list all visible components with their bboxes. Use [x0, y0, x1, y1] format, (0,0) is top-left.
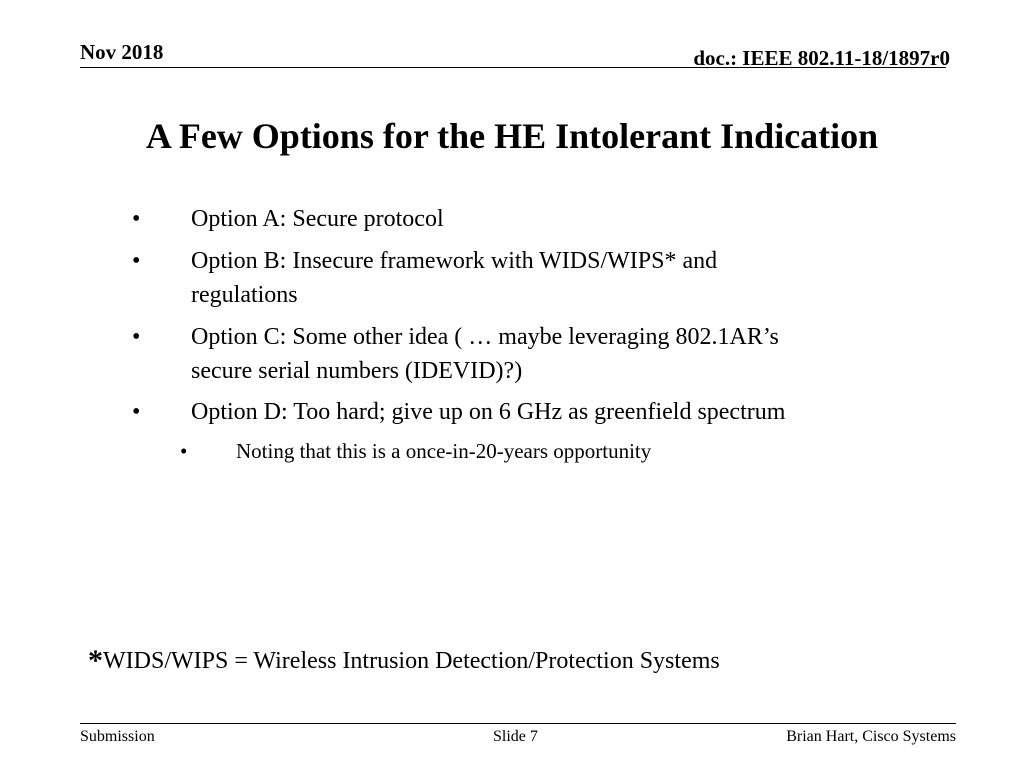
footnote-text: WIDS/WIPS = Wireless Intrusion Detection/Protection Systems [103, 648, 720, 674]
slide-title: A Few Options for the HE Intolerant Indication [145, 116, 879, 156]
bullet-dot: • [132, 399, 141, 425]
bullet-dot: • [132, 248, 141, 274]
footnote-asterisk: * [88, 644, 103, 677]
header-divider [80, 67, 946, 68]
sub-bullet-text: Noting that this is a once-in-20-years opportunity [236, 439, 652, 463]
footer-divider [80, 723, 956, 724]
bullet-text: Option D: Too hard; give up on 6 GHz as greenfield spectrum [191, 399, 786, 425]
bullet-text-line-1: Option C: Some other idea ( … maybe leveraging 802.1AR’s [191, 324, 779, 350]
bullet-text-line-1: Option B: Insecure framework with WIDS/WIPS* and [191, 248, 718, 274]
bullet-text-line-2: secure serial numbers (IDEVID)?) [191, 358, 523, 384]
header-date: Nov 2018 [80, 40, 164, 64]
footer-slide-number: Slide 7 [493, 728, 538, 745]
sub-bullet-dot: • [180, 439, 188, 463]
bullet-dot: • [132, 324, 141, 350]
header-doc-id: doc.: IEEE 802.11-18/1897r0 [693, 46, 950, 70]
footer-submission: Submission [80, 728, 155, 745]
bullet-text: Option A: Secure protocol [191, 206, 444, 232]
bullet-dot: • [132, 206, 141, 232]
footer-author: Brian Hart, Cisco Systems [786, 728, 956, 745]
footnote [88, 645, 720, 677]
bullet-text-line-2: regulations [191, 282, 298, 308]
